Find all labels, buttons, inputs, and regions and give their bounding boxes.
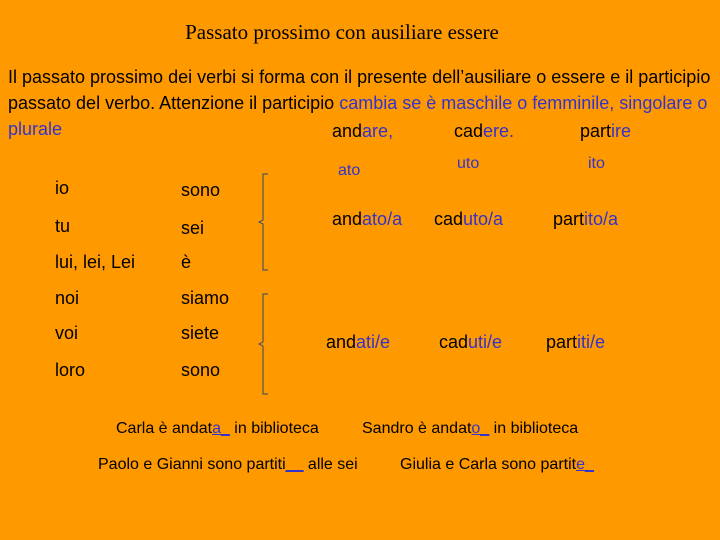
bracket-singular bbox=[256, 172, 270, 272]
verb-cadere bbox=[454, 121, 514, 142]
ending-uto: uto bbox=[457, 155, 480, 172]
pronoun-io: io bbox=[55, 178, 70, 198]
verb-suffix: ere. bbox=[483, 121, 515, 141]
form-andati bbox=[326, 332, 390, 353]
form-stem: part bbox=[546, 332, 578, 352]
example-text: Carla è andat bbox=[116, 420, 213, 437]
example-blank: __ bbox=[285, 456, 304, 473]
ending-ito: ito bbox=[588, 155, 605, 172]
example-carla bbox=[116, 420, 319, 438]
verb-stem: and bbox=[332, 121, 363, 141]
form-partito bbox=[553, 209, 618, 230]
example-blank: e_ bbox=[576, 456, 594, 473]
aux-e: è bbox=[181, 252, 192, 272]
pronoun-lui: lui, lei, Lei bbox=[55, 252, 136, 272]
aux-siete: siete bbox=[181, 323, 220, 343]
ending-ato: ato bbox=[338, 162, 361, 179]
form-stem: part bbox=[553, 209, 585, 229]
form-ending: ito/a bbox=[584, 209, 619, 229]
verb-partire bbox=[580, 121, 631, 142]
verb-stem: part bbox=[580, 121, 612, 141]
pronoun-voi: voi bbox=[55, 323, 79, 343]
form-stem: cad bbox=[434, 209, 464, 229]
form-ending: ati/e bbox=[356, 332, 391, 352]
aux-sono-1: sono bbox=[181, 180, 221, 200]
example-blank: a_ bbox=[212, 420, 230, 437]
intro-highlight: cambia se è maschile o femminile, singolare o plurale bbox=[8, 93, 708, 139]
example-giulia bbox=[400, 456, 594, 474]
form-ending: uti/e bbox=[468, 332, 503, 352]
example-text: Sandro è andat bbox=[362, 420, 472, 437]
example-text: Giulia e Carla sono partit bbox=[400, 456, 577, 473]
form-partiti bbox=[546, 332, 605, 353]
example-text-after: in biblioteca bbox=[229, 420, 319, 437]
example-blank: o_ bbox=[471, 420, 490, 437]
intro-text: Il passato prossimo dei verbi si forma con il presente dell’ausiliare o essere e il participio passato del verbo. Attenzione il participio bbox=[8, 67, 711, 113]
verb-andare bbox=[332, 121, 393, 142]
example-text-after: alle sei bbox=[303, 456, 358, 473]
form-ending: ato/a bbox=[362, 209, 403, 229]
pronoun-loro: loro bbox=[55, 360, 86, 380]
form-caduti bbox=[439, 332, 502, 353]
bracket-plural bbox=[256, 292, 270, 396]
form-stem: cad bbox=[439, 332, 469, 352]
page-title: Passato prossimo con ausiliare essere bbox=[185, 20, 499, 44]
pronoun-noi: noi bbox=[55, 288, 80, 308]
form-caduto bbox=[434, 209, 503, 230]
example-sandro bbox=[362, 420, 578, 438]
example-text-after: in biblioteca bbox=[489, 420, 579, 437]
form-ending: uto/a bbox=[463, 209, 504, 229]
form-stem: and bbox=[326, 332, 357, 352]
example-paolo bbox=[98, 456, 358, 474]
verb-suffix: ire bbox=[611, 121, 632, 141]
aux-sono-2: sono bbox=[181, 360, 221, 380]
form-stem: and bbox=[332, 209, 363, 229]
aux-siamo: siamo bbox=[181, 288, 230, 308]
aux-sei: sei bbox=[181, 218, 205, 238]
form-andato bbox=[332, 209, 402, 230]
example-text: Paolo e Gianni sono partiti bbox=[98, 456, 286, 473]
pronoun-tu: tu bbox=[55, 216, 71, 236]
form-ending: iti/e bbox=[577, 332, 606, 352]
verb-suffix: are, bbox=[362, 121, 394, 141]
verb-stem: cad bbox=[454, 121, 484, 141]
